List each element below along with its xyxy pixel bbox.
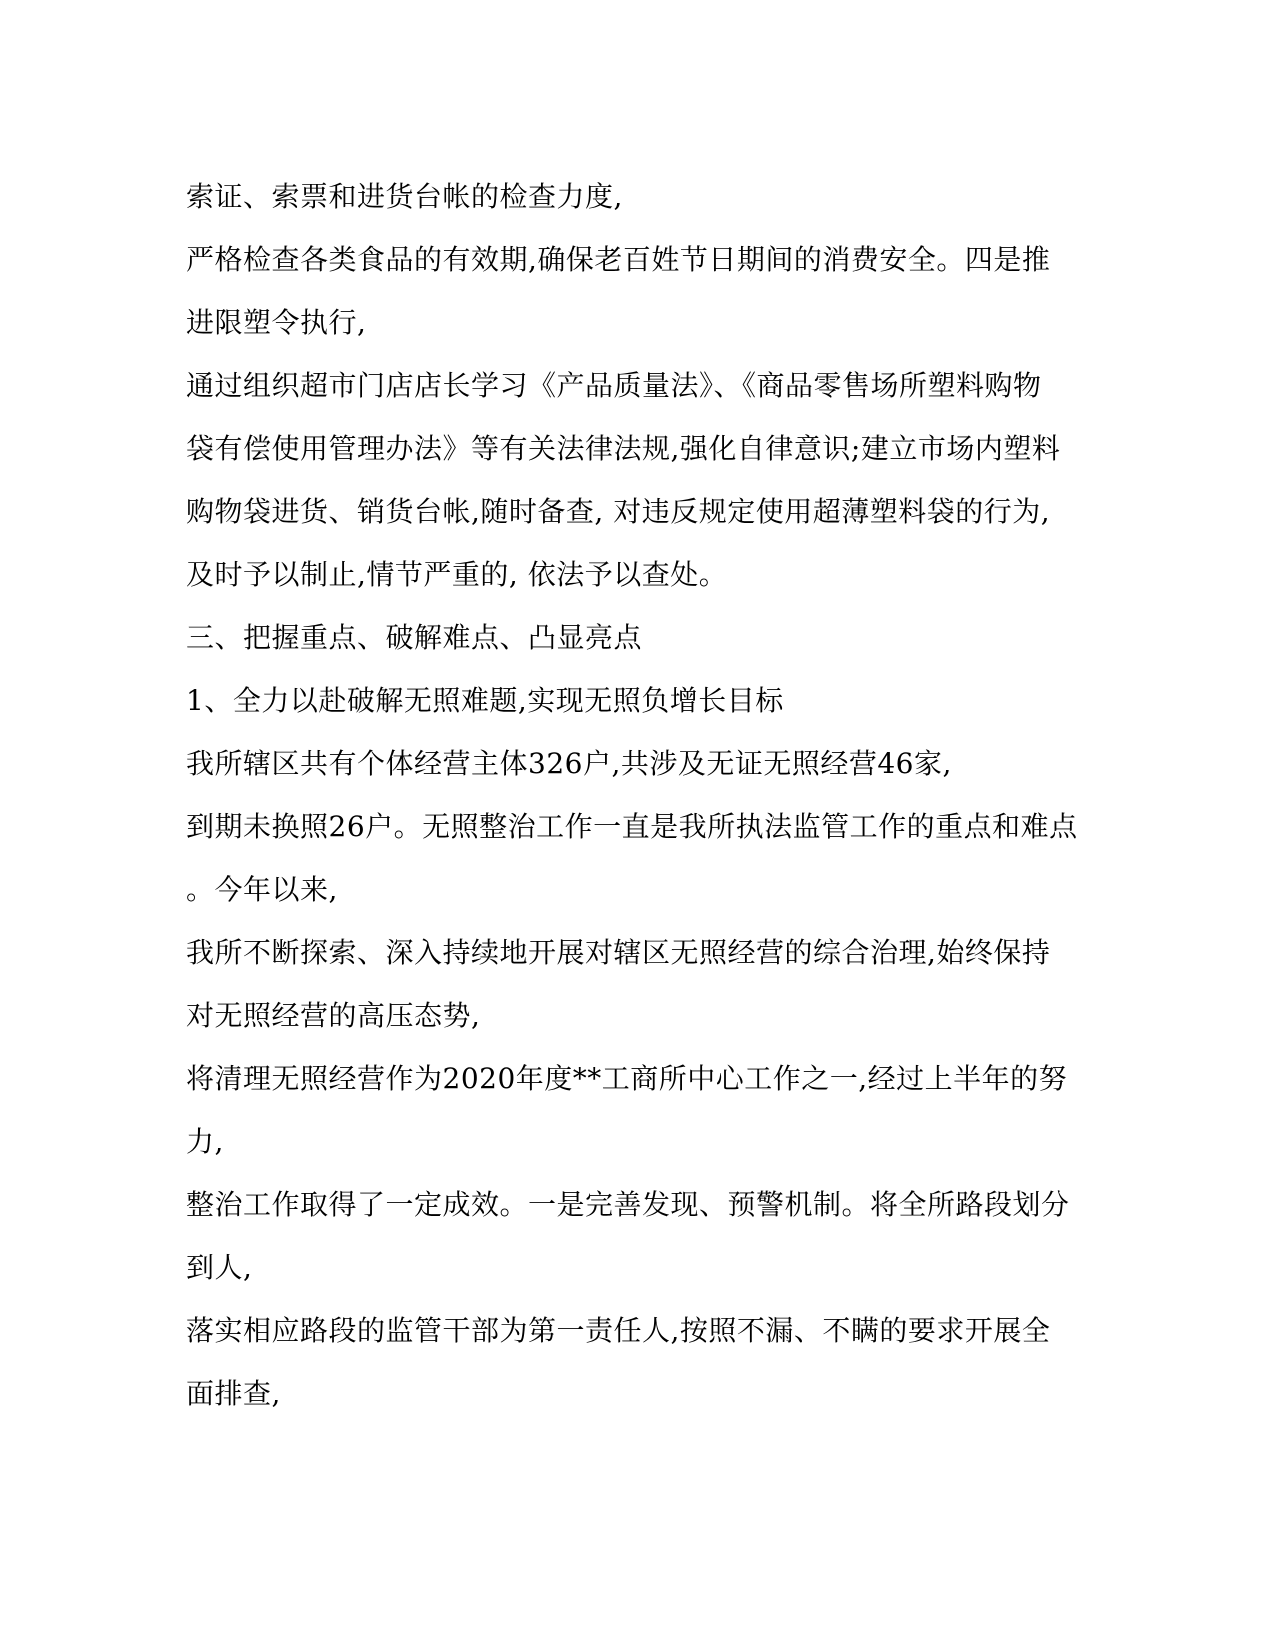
text-line: 对无照经营的高压态势, [186, 999, 481, 1032]
text-line: 落实相应路段的监管干部为第一责任人,按照不漏、不瞒的要求开展全 [186, 1314, 1051, 1347]
text-line: 我所辖区共有个体经营主体326户,共涉及无证无照经营46家, [186, 747, 952, 780]
text-line: 索证、索票和进货台帐的检查力度, [186, 180, 623, 213]
text-line: 袋有偿使用管理办法》等有关法律法规,强化自律意识;建立市场内塑料 [186, 432, 1061, 465]
text-line: 将清理无照经营作为2020年度**工商所中心工作之一,经过上半年的努 [186, 1062, 1068, 1095]
text-line: 我所不断探索、深入持续地开展对辖区无照经营的综合治理,始终保持 [186, 936, 1051, 969]
text-line: 及时予以制止,情节严重的, 依法予以查处。 [186, 558, 728, 591]
section-heading: 三、把握重点、破解难点、凸显亮点 [186, 621, 643, 654]
text-line: 到期未换照26户。无照整治工作一直是我所执法监管工作的重点和难点 [186, 810, 1078, 843]
text-line: 整治工作取得了一定成效。一是完善发现、预警机制。将全所路段划分 [186, 1188, 1070, 1221]
text-line: 到人, [186, 1251, 253, 1284]
text-line: 进限塑令执行, [186, 306, 367, 339]
text-line: 严格检查各类食品的有效期,确保老百姓节日期间的消费安全。四是推 [186, 243, 1051, 276]
text-line: 通过组织超市门店店长学习《产品质量法》、《商品零售场所塑料购物 [186, 369, 1042, 402]
text-line: 。今年以来, [186, 873, 338, 906]
text-line: 面排查, [186, 1377, 281, 1410]
subsection-heading: 1、全力以赴破解无照难题,实现无照负增长目标 [186, 684, 784, 717]
body-text [186, 165, 1106, 1425]
text-line: 力, [186, 1125, 224, 1158]
text-line: 购物袋进货、销货台帐,随时备查, 对违反规定使用超薄塑料袋的行为, [186, 495, 1051, 528]
